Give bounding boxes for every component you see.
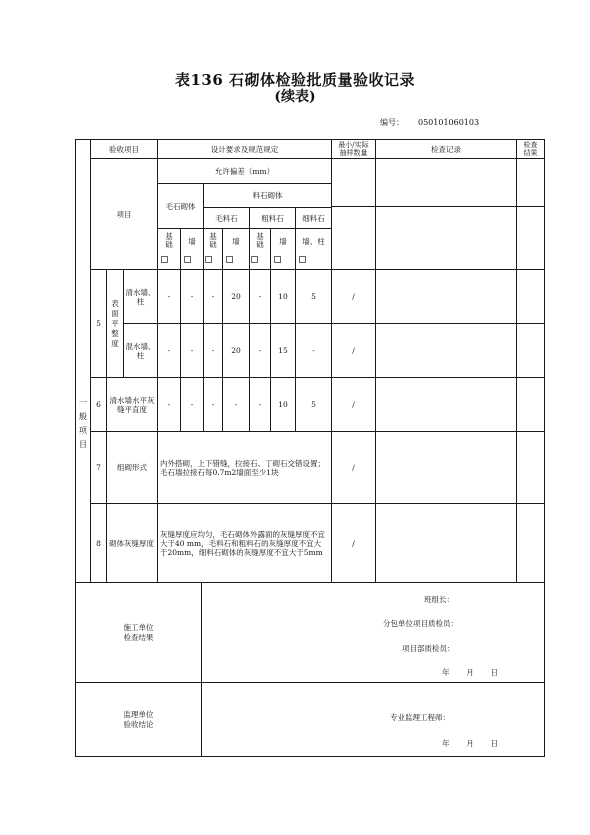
value-cell: -: [190, 400, 194, 409]
sample-cell: /: [352, 346, 355, 355]
row-number: 7: [96, 463, 101, 472]
header-check-record: 检查记录: [431, 144, 461, 154]
table-border-bottom: [75, 756, 545, 757]
header-check-result: 检查 结果: [523, 141, 538, 157]
value-cell: -: [211, 400, 215, 409]
value-cell: 20: [231, 292, 241, 301]
row-name: 砌体灰缝厚度: [109, 538, 154, 548]
wall-checkbox[interactable]: [184, 256, 191, 263]
subheader-coarse-stone: 粗料石: [261, 213, 284, 223]
subheader-rough-stone: 毛料石: [215, 213, 238, 223]
sample-cell: /: [352, 400, 355, 409]
spec-text: 灰缝厚度应均匀，毛石砌体外露面的灰缝厚度不宜大于40 mm，毛料石和粗料石的灰缝厚度不宜大于20mm，细料石砌体的灰缝厚度不宜大于5mm: [160, 529, 325, 557]
sample-cell: /: [352, 463, 355, 472]
sub-item-name: 清水墙、柱: [125, 287, 156, 306]
value-cell: -: [234, 400, 238, 409]
subheader-item: 项目: [116, 209, 132, 219]
serial-label: 编号：: [380, 118, 404, 127]
value-cell: 5: [311, 292, 316, 301]
subheader-wall: 墙: [279, 236, 287, 246]
wall-checkbox[interactable]: [274, 256, 281, 263]
group-label-general: 一般项目: [78, 398, 88, 454]
sample-cell: /: [352, 292, 355, 301]
dept-inspector-label: 项目部质检员：: [402, 644, 455, 653]
sample-cell: /: [352, 538, 355, 548]
row-number: 8: [96, 538, 101, 548]
wall-checkbox[interactable]: [226, 256, 233, 263]
row-name: 表面平整度: [111, 298, 119, 348]
page-title: 表136 石砌体检验批质量验收记录: [174, 71, 416, 89]
row-number: 6: [96, 400, 101, 409]
vline: [516, 139, 517, 582]
construction-label: 施工单位 检查结果: [123, 622, 154, 642]
sub-inspector-label: 分包单位项目质检员：: [383, 619, 458, 628]
header-check-item: 验收项目: [109, 144, 139, 154]
value-cell: -: [258, 400, 262, 409]
subheader-foundation: 基础: [209, 232, 217, 249]
sub-item-name: 混水墙、柱: [125, 341, 156, 360]
value-cell: -: [258, 292, 262, 301]
header-design-spec: 设计要求及规范规定: [210, 144, 279, 154]
value-cell: -: [312, 346, 315, 355]
value-cell: 20: [231, 346, 241, 355]
subheader-wall: 墙: [188, 236, 196, 246]
value-cell: -: [211, 292, 215, 301]
subheader-fine-stone: 细料石: [302, 213, 325, 223]
subheader-rubble: 毛石砌体: [165, 201, 196, 211]
row-name: 清水墙水平灰缝平直度: [109, 395, 155, 414]
value-cell: -: [167, 292, 171, 301]
serial-number: [380, 117, 479, 128]
table-border-right: [544, 139, 545, 757]
subheader-wall: 墙: [232, 236, 240, 246]
supervision-date: 年 月 日: [442, 739, 499, 748]
spec-text: 内外搭砌，上下错缝，拉接石、丁砌石交错设置；毛石墙拉接石每0.7m2墙面至少1块: [160, 458, 325, 477]
supervision-label: 监理单位 验收结论: [123, 709, 154, 729]
construction-date: 年 月 日: [442, 668, 499, 677]
foundation-checkbox[interactable]: [205, 256, 212, 263]
vline: [375, 139, 376, 582]
value-cell: -: [167, 346, 171, 355]
subheader-ashlar: 料石砌体: [252, 191, 283, 200]
value-cell: -: [258, 346, 262, 355]
team-leader-label: 班组长：: [424, 595, 454, 604]
hline: [331, 206, 545, 207]
value-cell: 15: [278, 346, 288, 355]
header-sample-size: 最小/实际 抽样数量: [338, 141, 369, 157]
row-name: 组砌形式: [117, 463, 147, 472]
value-cell: -: [211, 346, 215, 355]
wall-column-checkbox[interactable]: [299, 256, 306, 263]
subheader-foundation: 基础: [165, 232, 173, 249]
value-cell: -: [190, 292, 194, 301]
value-cell: 10: [278, 292, 288, 301]
value-cell: -: [167, 400, 171, 409]
value-cell: 10: [278, 400, 288, 409]
subheader-allowance: 允许偏差（mm）: [214, 166, 275, 176]
subheader-wall-column: 墙、柱: [302, 236, 325, 246]
value-cell: -: [190, 346, 194, 355]
page-subtitle: (续表): [274, 89, 316, 105]
foundation-checkbox[interactable]: [251, 256, 258, 263]
supervisor-engineer-label: 专业监理工程师：: [390, 713, 450, 722]
row-number: 5: [96, 319, 101, 328]
vline: [201, 582, 202, 757]
value-cell: 5: [311, 400, 316, 409]
serial-value: 050101060103: [418, 118, 480, 127]
foundation-checkbox[interactable]: [161, 256, 168, 263]
subheader-foundation: 基础: [256, 232, 264, 249]
